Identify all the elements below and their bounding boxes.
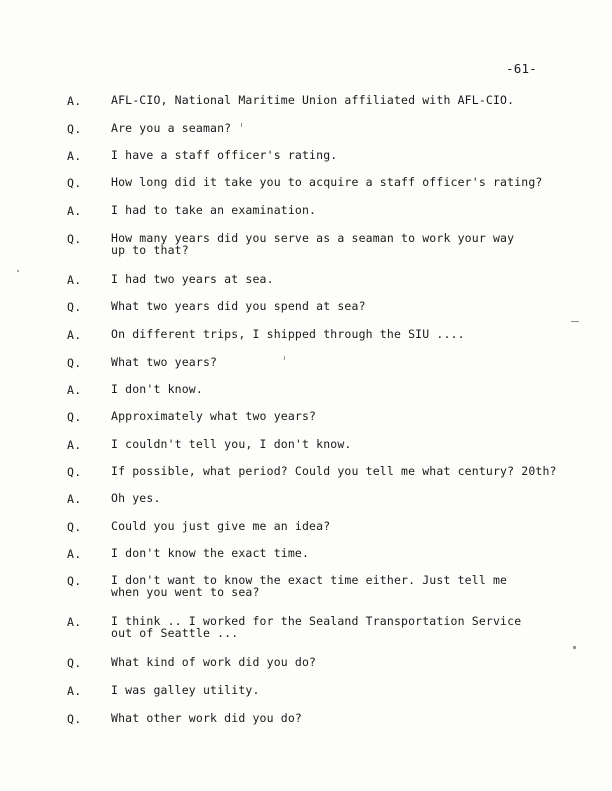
speaker-label: Q. bbox=[67, 574, 82, 588]
scan-speck bbox=[571, 321, 579, 322]
exchange-text: I have a staff officer's rating. bbox=[111, 148, 338, 162]
scan-speck bbox=[284, 356, 285, 360]
speaker-label: A. bbox=[67, 273, 82, 287]
speaker-label: A. bbox=[67, 383, 82, 397]
exchange-text: Could you just give me an idea? bbox=[111, 519, 331, 533]
speaker-label: A. bbox=[67, 328, 82, 342]
page-number: -61- bbox=[506, 61, 537, 76]
exchange-text: Are you a seaman? bbox=[111, 121, 232, 135]
exchange-text: What two years did you spend at sea? bbox=[111, 299, 366, 313]
speaker-label: A. bbox=[67, 615, 82, 629]
exchange-text: I don't know. bbox=[111, 382, 203, 396]
exchange-text: I couldn't tell you, I don't know. bbox=[111, 437, 352, 451]
exchange-text: How long did it take you to acquire a staff officer's rating? bbox=[111, 175, 543, 189]
scan-speck bbox=[17, 270, 19, 272]
exchange-text: Oh yes. bbox=[111, 491, 161, 505]
exchange-text: I don't want to know the exact time either. Just tell me when you went to sea? bbox=[111, 573, 508, 599]
speaker-label: A. bbox=[67, 204, 82, 218]
exchange-text: What two years? bbox=[111, 355, 218, 369]
exchange-text: On different trips, I shipped through the SIU .... bbox=[111, 327, 465, 341]
exchange-text: What other work did you do? bbox=[111, 711, 302, 725]
speaker-label: A. bbox=[67, 684, 82, 698]
speaker-label: A. bbox=[67, 492, 82, 506]
speaker-label: A. bbox=[67, 438, 82, 452]
exchange-text: How many years did you serve as a seaman to work your way up to that? bbox=[111, 231, 515, 257]
exchange-text: If possible, what period? Could you tell me what century? 20th? bbox=[111, 464, 557, 478]
exchange-text: I had two years at sea. bbox=[111, 272, 274, 286]
exchange-text: I don't know the exact time. bbox=[111, 546, 310, 560]
speaker-label: Q. bbox=[67, 712, 82, 726]
speaker-label: Q. bbox=[67, 122, 82, 136]
speaker-label: Q. bbox=[67, 232, 82, 246]
speaker-label: Q. bbox=[67, 656, 82, 670]
speaker-label: A. bbox=[67, 149, 82, 163]
speaker-label: Q. bbox=[67, 176, 82, 190]
exchange-text: Approximately what two years? bbox=[111, 409, 317, 423]
exchange-text: I was galley utility. bbox=[111, 683, 260, 697]
scan-speck bbox=[573, 646, 576, 649]
exchange-text: I had to take an examination. bbox=[111, 203, 317, 217]
scan-speck bbox=[241, 123, 242, 127]
speaker-label: A. bbox=[67, 94, 82, 108]
speaker-label: Q. bbox=[67, 465, 82, 479]
speaker-label: Q. bbox=[67, 356, 82, 370]
exchange-text: What kind of work did you do? bbox=[111, 655, 317, 669]
speaker-label: Q. bbox=[67, 520, 82, 534]
speaker-label: Q. bbox=[67, 300, 82, 314]
exchange-text: AFL-CIO, National Maritime Union affiliated with AFL-CIO. bbox=[111, 93, 515, 107]
speaker-label: Q. bbox=[67, 410, 82, 424]
exchange-text: I think .. I worked for the Sealand Transportation Service out of Seattle ... bbox=[111, 614, 522, 640]
speaker-label: A. bbox=[67, 547, 82, 561]
